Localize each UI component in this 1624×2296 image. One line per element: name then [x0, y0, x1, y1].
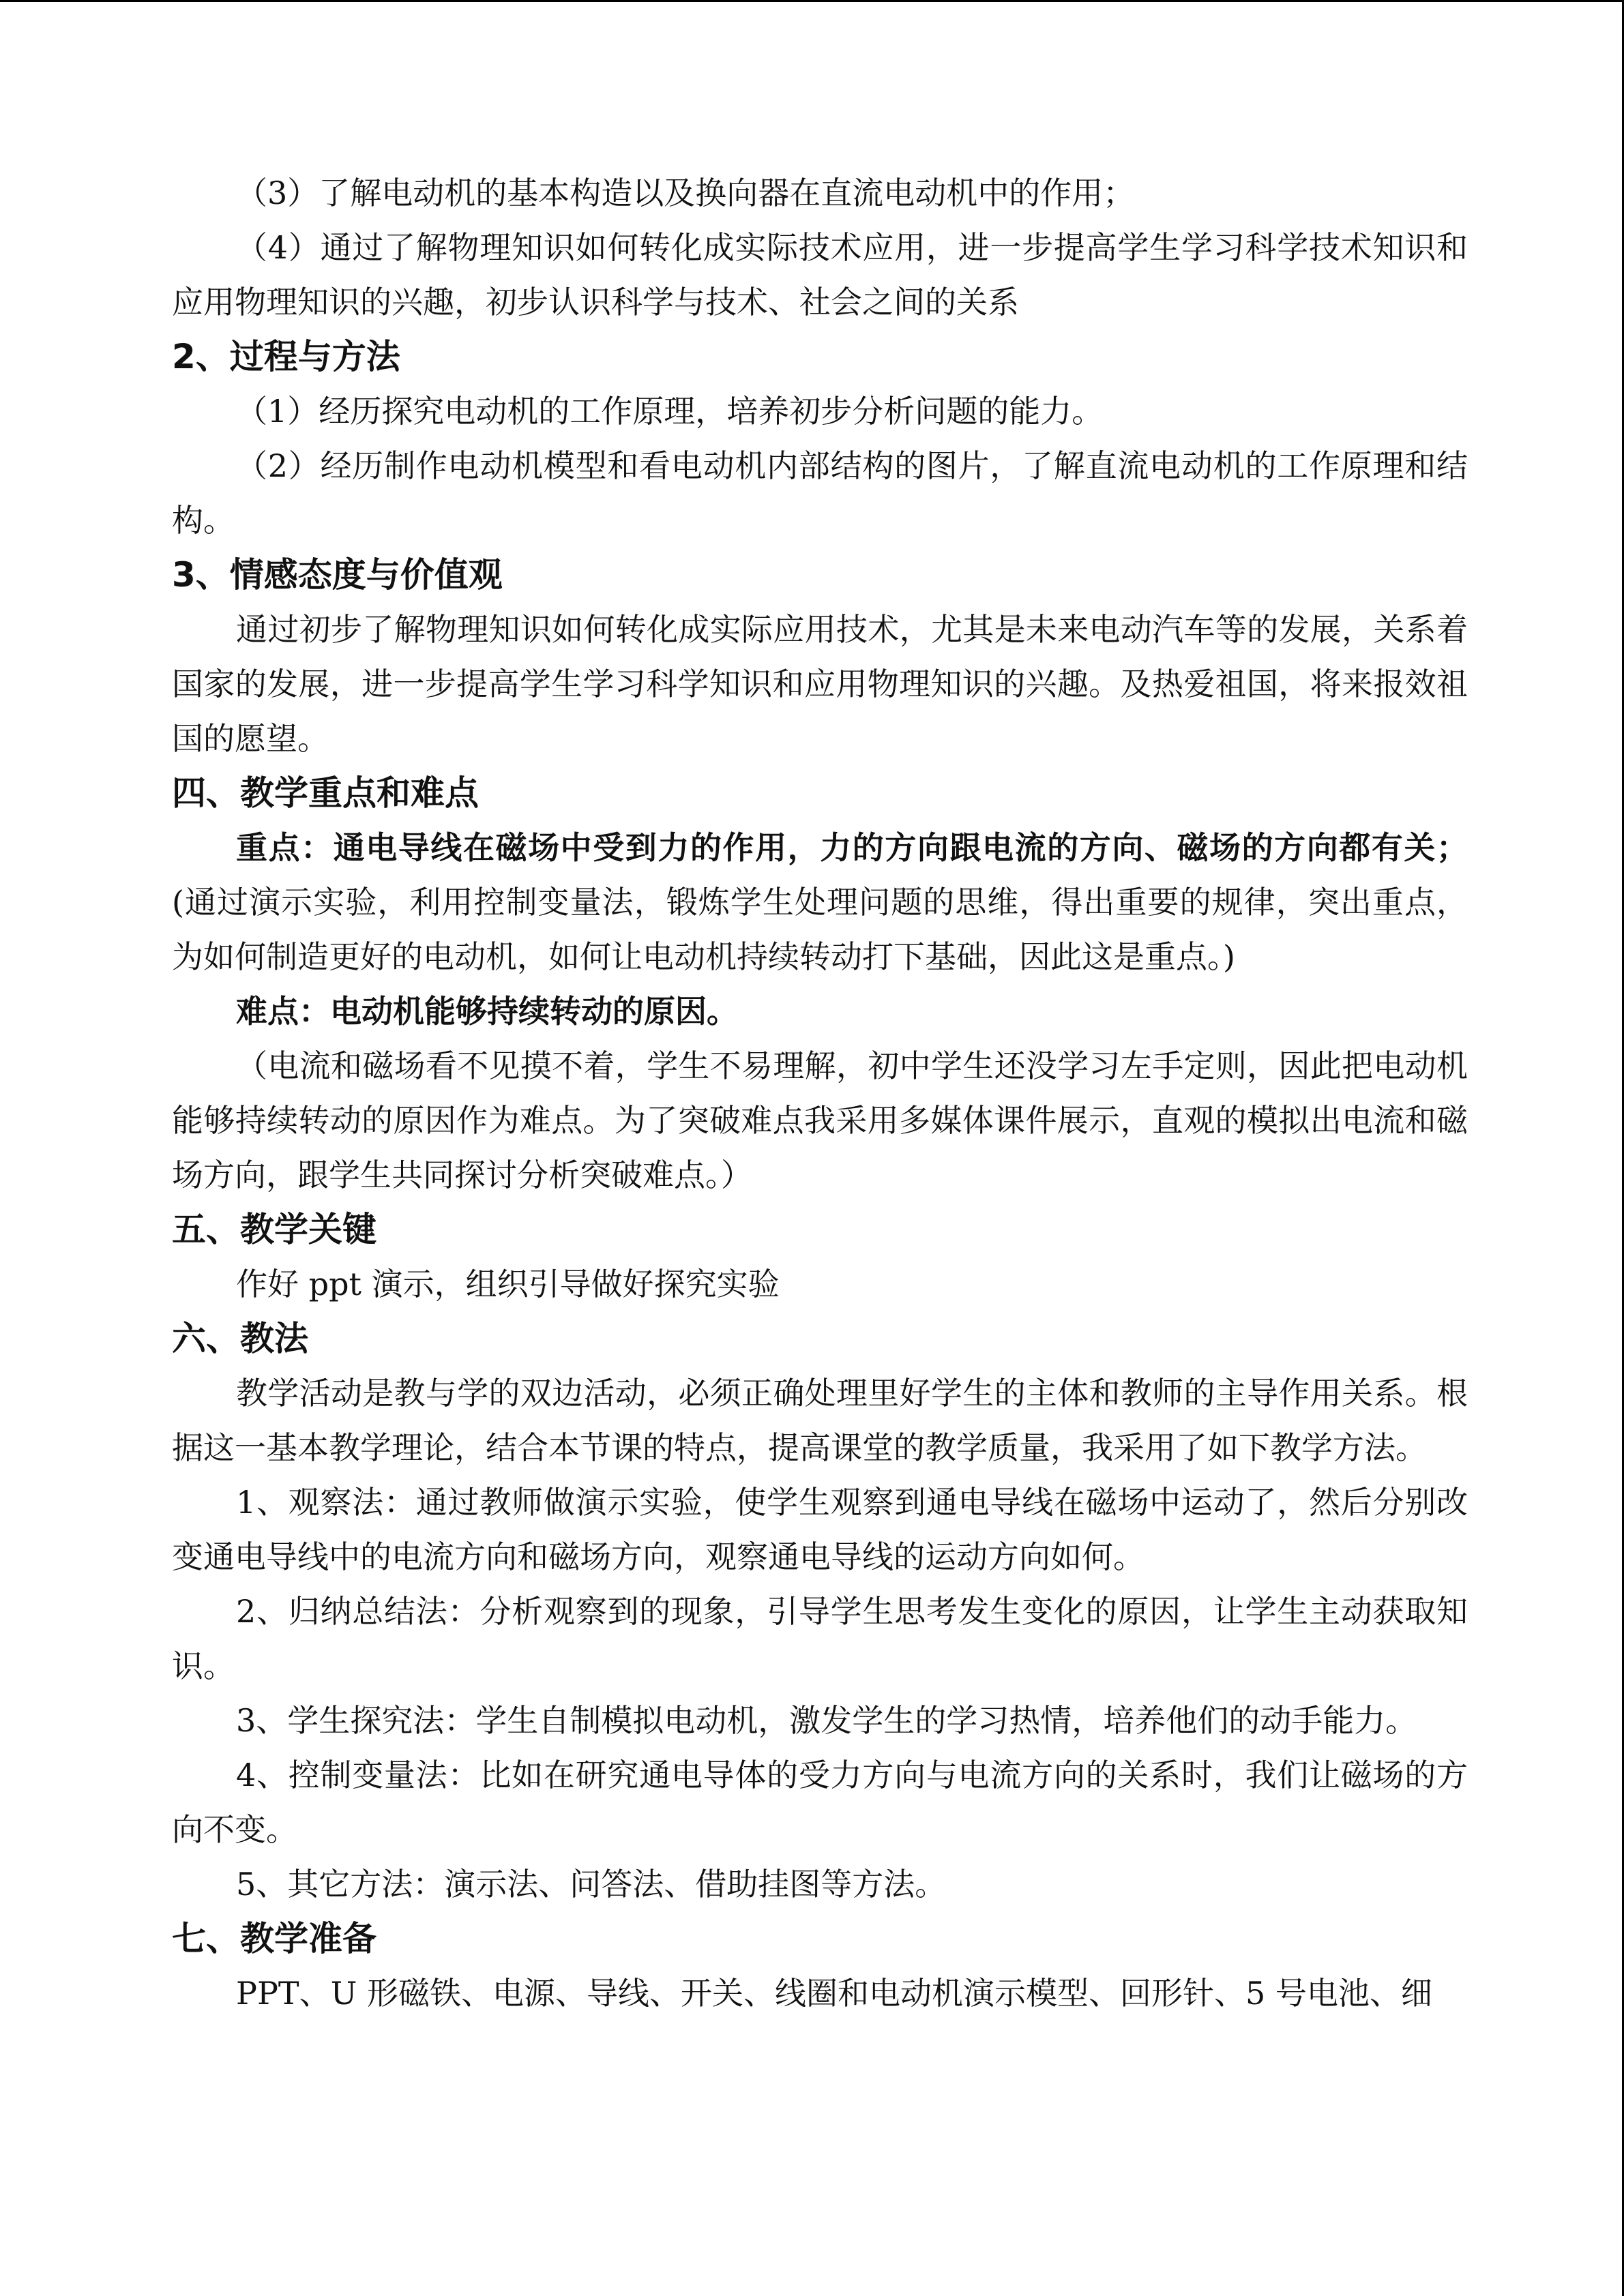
- paragraph-method-2: 2、归纳总结法：分析观察到的现象，引导学生思考发生变化的原因，让学生主动获取知识。: [172, 1593, 1468, 1684]
- paragraph-method-3: 3、学生探究法：学生自制模拟电动机，激发学生的学习热情，培养他们的动手能力。: [236, 1702, 1417, 1739]
- key-point-label: 重点：通电导线在磁场中受到力的作用，力的方向跟电流的方向、磁场的方向都有关；: [236, 829, 1468, 866]
- paragraph-method-4: 4、控制变量法：比如在研究通电导体的受力方向与电流方向的关系时，我们让磁场的方向不变。: [172, 1757, 1468, 1848]
- key-point-explanation: (通过演示实验，利用控制变量法，锻炼学生处理问题的思维，得出重要的规律，突出重点，为如何制造更好的电动机，如何让电动机持续转动打下基础，因此这是重点。): [172, 884, 1468, 975]
- paragraph-teaching-key: 作好 ppt 演示，组织引导做好探究实验: [236, 1266, 780, 1302]
- paragraph-method-intro: 教学活动是教与学的双边活动，必须正确处理里好学生的主体和教师的主导作用关系。根据这一基本教学理论，结合本节课的特点，提高课堂的教学质量，我采用了如下教学方法。: [172, 1375, 1468, 1466]
- paragraph-key-point: [172, 820, 1468, 984]
- heading-teaching-method: 六、教法: [172, 1319, 308, 1358]
- heading-process-method: 2、过程与方法: [172, 337, 400, 376]
- paragraph-difficult-explanation: （电流和磁场看不见摸不着，学生不易理解，初中学生还没学习左手定则，因此把电动机能够持续转动的原因作为难点。为了突破难点我采用多媒体课件展示，直观的模拟出电流和磁场方向，跟学生共同探讨分析突破难点。）: [172, 1047, 1468, 1193]
- heading-teaching-preparation: 七、教学准备: [172, 1919, 377, 1958]
- paragraph-difficult-point: [172, 984, 1468, 1039]
- paragraph-objective-3: （3）了解电动机的基本构造以及换向器在直流电动机中的作用；: [236, 175, 1135, 211]
- document-body: [172, 166, 1468, 2021]
- difficult-point-label: 难点：电动机能够持续转动的原因。: [236, 993, 738, 1030]
- paragraph-preparation: PPT、U 形磁铁、电源、导线、开关、线圈和电动机演示模型、回形针、5 号电池、细: [236, 1975, 1432, 2012]
- paragraph-process-1: （1）经历探究电动机的工作原理，培养初步分析问题的能力。: [236, 393, 1104, 430]
- heading-key-difficult-points: 四、教学重点和难点: [172, 773, 479, 813]
- paragraph-method-1: 1、观察法：通过教师做演示实验，使学生观察到通电导线在磁场中运动了，然后分别改变通电导线中的电流方向和磁场方向，观察通电导线的运动方向如何。: [172, 1484, 1468, 1575]
- paragraph-process-2: （2）经历制作电动机模型和看电动机内部结构的图片，了解直流电动机的工作原理和结构。: [172, 447, 1468, 539]
- paragraph-method-5: 5、其它方法：演示法、问答法、借助挂图等方法。: [236, 1866, 947, 1903]
- paragraph-objective-4: （4）通过了解物理知识如何转化成实际技术应用，进一步提高学生学习科学技术知识和应用物理知识的兴趣，初步认识科学与技术、社会之间的关系: [172, 229, 1468, 320]
- heading-teaching-key: 五、教学关键: [172, 1210, 377, 1249]
- paragraph-emotion: 通过初步了解物理知识如何转化成实际应用技术，尤其是未来电动汽车等的发展，关系着国家的发展，进一步提高学生学习科学知识和应用物理知识的兴趣。及热爱祖国，将来报效祖国的愿望。: [172, 611, 1468, 757]
- heading-emotion-values: 3、情感态度与价值观: [172, 555, 503, 595]
